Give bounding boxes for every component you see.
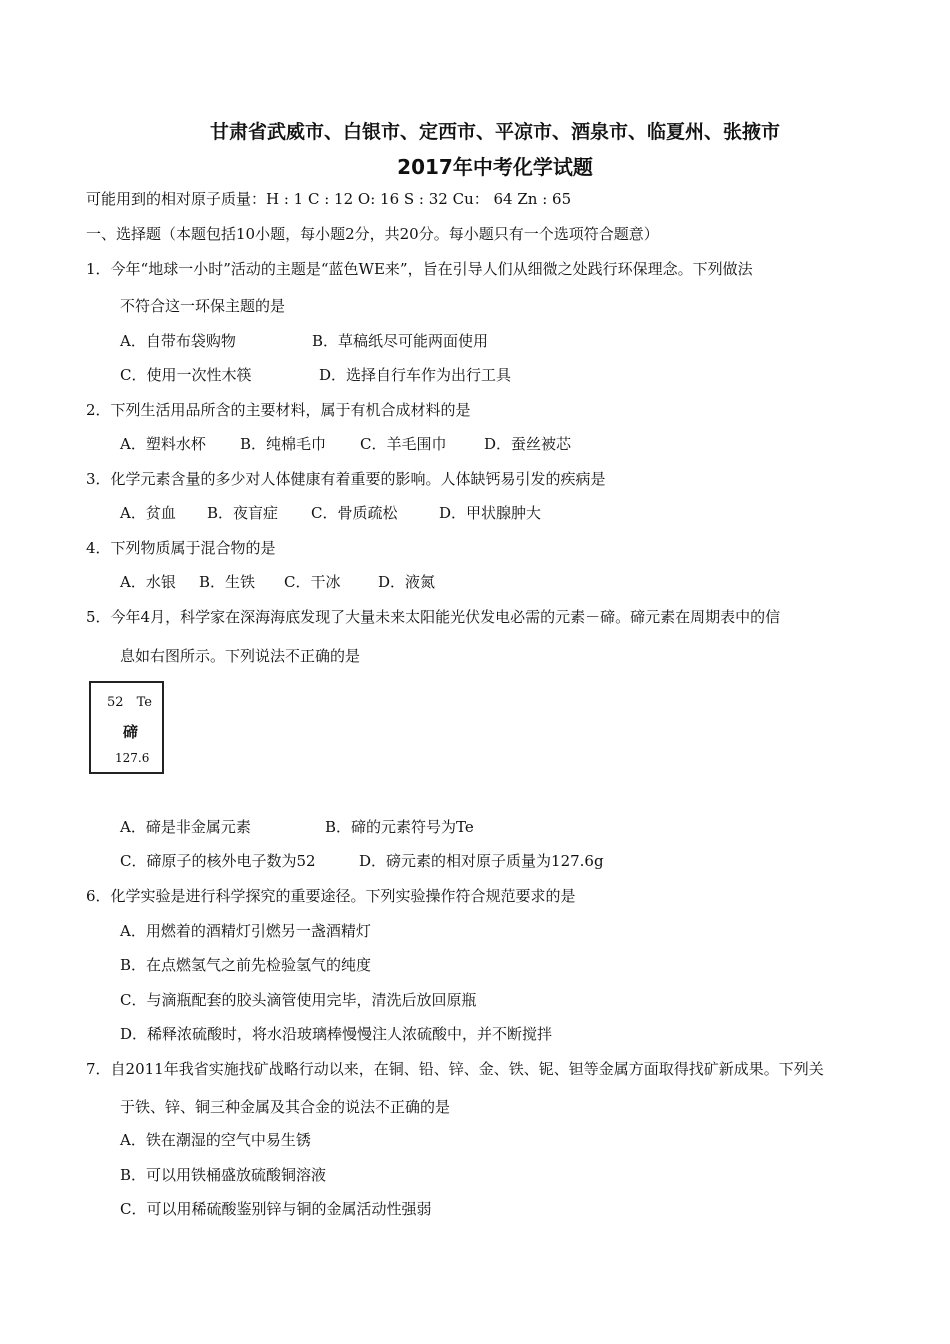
q4-options	[120, 572, 435, 592]
q1-option-b: B．草稿纸尽可能两面使用	[312, 332, 489, 350]
section-heading: 一、选择题（本题包括10小题，每小题2分，共20分。每小题只有一个选项符合题意）	[86, 225, 659, 243]
q7-stem-line-2: 于铁、锌、铜三种金属及其合金的说法不正确的是	[120, 1098, 451, 1116]
title-line-2: 2017年中考化学试题	[397, 155, 593, 179]
element-atomic-mass: 127.6	[115, 751, 150, 765]
q5-option-c: C．碲原子的核外电子数为52	[120, 852, 316, 870]
q2-option-a: A．塑料水杯	[120, 435, 206, 453]
q4-option-b: B．生铁	[199, 573, 256, 591]
atomic-masses: 可能用到的相对原子质量：H : 1 C : 12 O: 16 S : 32 Cu： 64 Zn : 65	[86, 190, 572, 208]
q7-option-a: A．铁在潮湿的空气中易生锈	[120, 1131, 311, 1149]
q4-stem: 4．下列物质属于混合物的是	[86, 539, 276, 557]
q4-option-c: C．干冰	[284, 573, 341, 591]
q7-option-b: B．可以用铁桶盛放硫酸铜溶液	[120, 1166, 327, 1184]
q5-options-row-2	[120, 851, 604, 871]
q3-options	[120, 503, 541, 523]
q5-stem-line-2: 息如右图所示。下列说法不正确的是	[120, 647, 361, 665]
q7-stem-line-1: 7．自2011年我省实施找矿战略行动以来，在铜、铅、锌、金、铁、铌、钽等金属方面取得找矿新成果。下列关	[86, 1060, 824, 1078]
q6-stem: 6．化学实验是进行科学探究的重要途径。下列实验操作符合规范要求的是	[86, 887, 576, 905]
q1-option-c: C．使用一次性木筷	[120, 366, 252, 384]
element-atomic-number: 52	[107, 695, 124, 710]
q2-option-b: B．纯棉毛巾	[240, 435, 327, 453]
q2-option-d: D．蚕丝被芯	[484, 435, 572, 453]
q1-stem-line-1: 1．今年“地球一小时”活动的主题是“蓝色WE来”，旨在引导人们从细微之处践行环保理念。下列做法	[86, 260, 753, 278]
title-line-1: 甘肃省武威市、白银市、定西市、平凉市、酒泉市、临夏州、张掖市	[209, 121, 780, 143]
q3-stem: 3．化学元素含量的多少对人体健康有着重要的影响。人体缺钙易引发的疾病是	[86, 470, 606, 488]
q4-option-d: D．液氮	[378, 573, 436, 591]
q6-option-a: A．用燃着的酒精灯引燃另一盏酒精灯	[120, 922, 371, 940]
q2-options	[120, 434, 571, 454]
q1-options-row-1	[120, 331, 488, 351]
q3-option-b: B．夜盲症	[207, 504, 279, 522]
element-name: 碲	[123, 723, 139, 741]
q5-option-a: A．碲是非金属元素	[120, 818, 251, 836]
q1-option-a: A．自带布袋购物	[120, 332, 236, 350]
q3-option-c: C．骨质疏松	[311, 504, 398, 522]
q5-option-d: D．磅元素的相对原子质量为127.6g	[359, 852, 604, 870]
q2-option-c: C．羊毛围巾	[360, 435, 447, 453]
q3-option-a: A．贫血	[120, 504, 176, 522]
element-tile-tellurium	[89, 681, 164, 774]
q7-option-c: C．可以用稀硫酸鉴别锌与铜的金属活动性强弱	[120, 1200, 432, 1218]
q3-option-d: D．甲状腺肿大	[439, 504, 542, 522]
q1-options-row-2	[120, 365, 511, 385]
q6-option-b: B．在点燃氢气之前先检验氢气的纯度	[120, 956, 372, 974]
q5-stem-line-1: 5．今年4月，科学家在深海海底发现了大量未来太阳能光伏发电必需的元素－碲。碲元素在周期表中的信	[86, 608, 781, 626]
q5-option-b: B．碲的元素符号为Te	[325, 818, 474, 836]
q6-option-c: C．与滴瓶配套的胶头滴管使用完毕，清洗后放回原瓶	[120, 991, 477, 1009]
element-symbol: Te	[136, 695, 152, 710]
q1-stem-line-2: 不符合这一环保主题的是	[120, 297, 286, 315]
q6-option-d: D．稀释浓硫酸时，将水沿玻璃棒慢慢注人浓硫酸中，并不断搅拌	[120, 1025, 553, 1043]
q5-options-row-1	[120, 817, 474, 837]
q4-option-a: A．水银	[120, 573, 176, 591]
q2-stem: 2．下列生活用品所含的主要材料，属于有机合成材料的是	[86, 401, 471, 419]
q1-option-d: D．选择自行车作为出行工具	[319, 366, 512, 384]
